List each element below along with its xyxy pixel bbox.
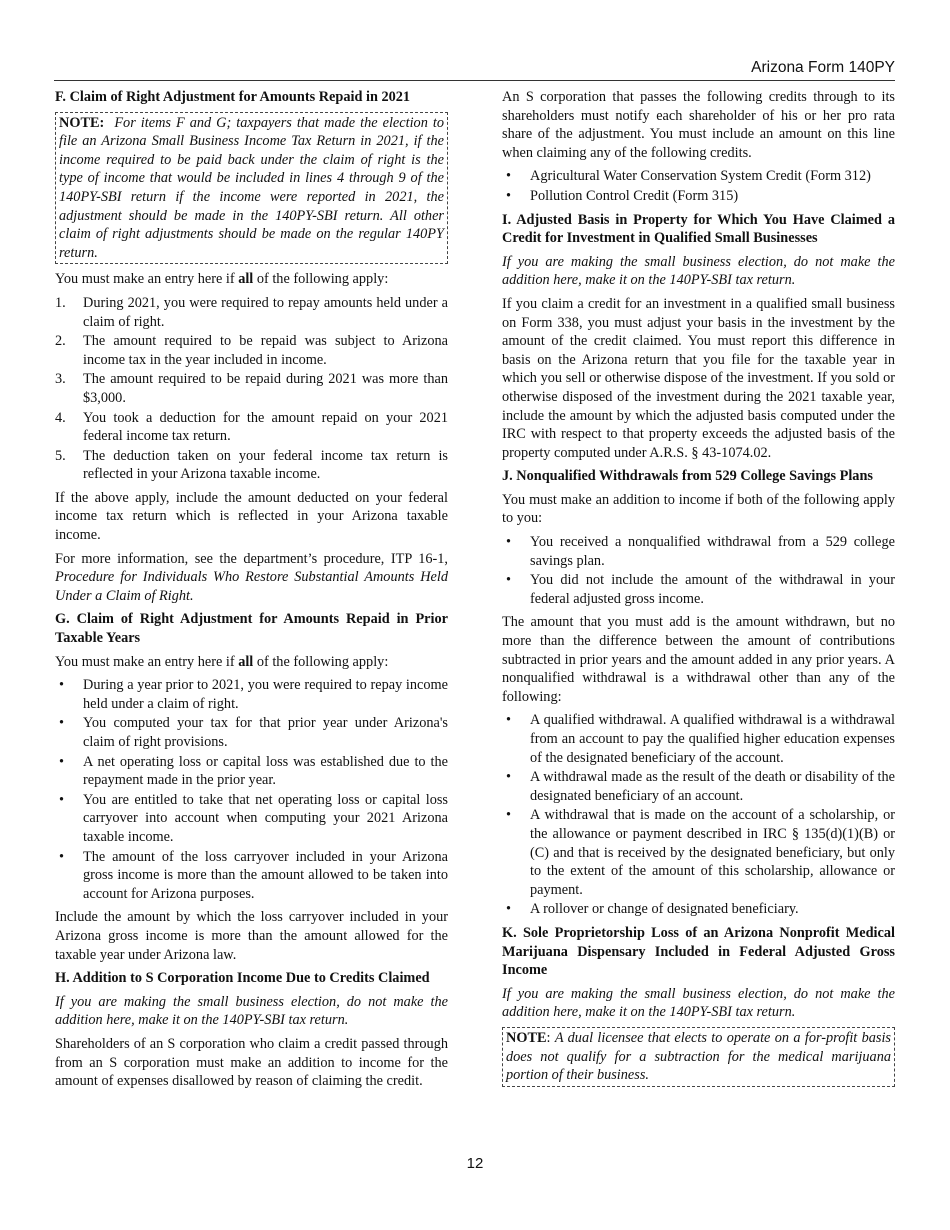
list-item: • A withdrawal made as the result of the death or disability of the designated beneficiary of an account. [506, 769, 895, 804]
list-item: • You did not include the amount of the withdrawal in your federal adjusted gross income. [506, 572, 895, 607]
list-item: • Pollution Control Credit (Form 315) [506, 187, 739, 204]
section-j-withdrawal-list [502, 711, 895, 919]
list-item: 2. The amount required to be repaid was subject to Arizona income tax in the year included in income. [55, 333, 448, 368]
note-text: For items F and G; taxpayers that made the election to file an Arizona Small Business Income Tax Return in 2021, if the income required to be paid back under the claim of right is the type of income that would be included in lines 4 through 9 of the 140PY-SBI return if the income were reported in 2021, the adjustment should be made in the 140PY-SBI return. All other claim of right adjustments should be made on the regular 140PY return. [59, 114, 444, 261]
form-title: Arizona Form 140PY [751, 59, 895, 76]
bullet-icon: • [59, 753, 65, 770]
list-item: • A withdrawal that is made on the account of a scholarship, or the allowance or payment described in IRC § 135(d)(1)(B) or (C) and that is received by the designated beneficiary, but only to the extent of the amount of this scholarship, allowance or payment. [506, 807, 895, 898]
note-label: NOTE [506, 1029, 547, 1046]
list-item: • You are entitled to take that net operating loss or capital loss carryover into account when computing your 2021 Arizona taxable income. [59, 791, 448, 845]
bullet-icon: • [506, 534, 512, 551]
bullet-icon: • [506, 187, 512, 204]
section-i-heading: I. Adjusted Basis in Property for Which You Have Claimed a Credit for Investment in Qualified Small Businesses [502, 211, 895, 247]
bullet-icon: • [59, 848, 65, 865]
section-h-paragraph: Shareholders of an S corporation who claim a credit passed through from an S corporation must make an addition to income for the amount of expenses disallowed by reason of claiming the credit. [55, 1035, 448, 1090]
list-item: 5. The deduction taken on your federal income tax return is reflected in your Arizona taxable income. [55, 447, 448, 483]
page-number: 12 [466, 1155, 484, 1172]
section-k-election-note: If you are making the small business election, do not make the addition here, make it on the 140PY-SBI tax return. [502, 985, 895, 1021]
section-g-heading: G. Claim of Right Adjustment for Amounts Repaid in Prior Taxable Years [55, 611, 448, 647]
note-text: A dual licensee that elects to operate on a for-profit basis does not qualify for a subtraction for the medical marijuana portion of their business. [506, 1029, 891, 1084]
list-item: • You computed your tax for that prior year under Arizona's claim of right provisions. [59, 715, 448, 750]
list-item: • Agricultural Water Conservation System Credit (Form 312) [506, 168, 871, 185]
bullet-icon: • [506, 712, 512, 729]
bullet-icon: • [59, 791, 65, 808]
note-label: NOTE: [59, 114, 105, 131]
list-item: • A rollover or change of designated beneficiary. [506, 901, 799, 918]
section-j-paragraph: The amount that you must add is the amount withdrawn, but no more than the difference between the amount of contributions subtracted in prior years and the amount added in any prior years. A nonqualified withdrawal is a withdrawal other than any of the following: [502, 614, 895, 705]
section-j-heading: J. Nonqualified Withdrawals from 529 College Savings Plans [502, 468, 873, 485]
bullet-icon: • [506, 901, 512, 918]
section-h-election-note: If you are making the small business election, do not make the addition here, make it on the 140PY-SBI tax return. [55, 993, 448, 1029]
section-i-paragraph: If you claim a credit for an investment in a qualified small business on Form 338, you must adjust your basis in the investment by the amount of the credit claimed. You must report this difference in basis on the Arizona return that you file for the taxable year in which you sell or otherwise dispose of the investment. If you sold or otherwise disposed of the investment during the 2021 taxable year, include the amount by which the adjusted basis computed under the IRC with respect to that property exceeds the adjusted basis of the property computed under A.R.S. § 43-1074.02. [502, 295, 895, 461]
section-f-reference: For more information, see the department’s procedure, ITP 16-1, Procedure for Individuals Who Restore Substantial Amounts Held Under a Claim of Right. [55, 550, 448, 604]
bullet-icon: • [59, 715, 65, 732]
list-item: 3. The amount required to be repaid during 2021 was more than $3,000. [55, 371, 448, 406]
list-item: 4. You took a deduction for the amount repaid on your 2021 federal income tax return. [55, 409, 448, 445]
right-column [502, 88, 895, 1093]
section-g-paragraph: Include the amount by which the loss carryover included in your Arizona gross income is more than the amount allowed for the taxable year under Arizona law. [55, 909, 448, 963]
section-g-list [55, 676, 448, 903]
section-j-list [502, 533, 895, 608]
section-k-note-box: NOTE: A dual licensee that elects to operate on a for-profit basis does not qualify for a subtraction for the medical marijuana portion of their business. [502, 1027, 895, 1087]
section-i-election-note: If you are making the small business election, do not make the addition here, make it on the 140PY-SBI tax return. [502, 253, 895, 289]
list-item: • You received a nonqualified withdrawal from a 529 college savings plan. [506, 534, 895, 569]
list-item: • During a year prior to 2021, you were required to repay income held under a claim of right. [59, 677, 448, 712]
section-h-continued: An S corporation that passes the following credits through to its shareholders must notify each shareholder of his or her pro rata share of the adjustment. You must include an amount on this line when claiming any of the following credits. [502, 89, 895, 161]
section-j-intro: You must make an addition to income if both of the following apply to you: [502, 491, 895, 527]
section-h-credit-list [502, 167, 895, 205]
section-k-heading: K. Sole Proprietorship Loss of an Arizona Nonprofit Medical Marijuana Dispensary Included in Federal Adjusted Gross Income [502, 924, 895, 979]
list-item: • The amount of the loss carryover included in your Arizona gross income is more than the amount allowed to be taken into account for Arizona purposes. [59, 848, 448, 902]
list-item: • A net operating loss or capital loss was established due to the repayment made in the prior year. [59, 753, 448, 789]
section-f-paragraph: If the above apply, include the amount deducted on your federal income tax return which is reflected in your Arizona taxable income. [55, 489, 448, 544]
bullet-icon: • [506, 807, 512, 824]
bullet-icon: • [59, 677, 65, 694]
section-f-intro: You must make an entry here if all of the following apply: [55, 271, 389, 288]
bullet-icon: • [506, 769, 512, 786]
section-h-heading: H. Addition to S Corporation Income Due to Credits Claimed [55, 970, 430, 987]
list-item: • A qualified withdrawal. A qualified withdrawal is a withdrawal from an account to pay the qualified higher education expenses of the designated beneficiary of the account. [506, 712, 895, 766]
section-f-list [55, 294, 448, 484]
bullet-icon: • [506, 572, 512, 589]
list-item: 1. During 2021, you were required to repay amounts held under a claim of right. [55, 294, 448, 330]
section-g-intro: You must make an entry here if all of the following apply: [55, 653, 389, 670]
bullet-icon: • [506, 168, 512, 185]
left-column [55, 88, 448, 1096]
page-header [54, 58, 895, 81]
section-f-heading: F. Claim of Right Adjustment for Amounts Repaid in 2021 [55, 89, 411, 105]
section-f-note-box [55, 112, 448, 265]
